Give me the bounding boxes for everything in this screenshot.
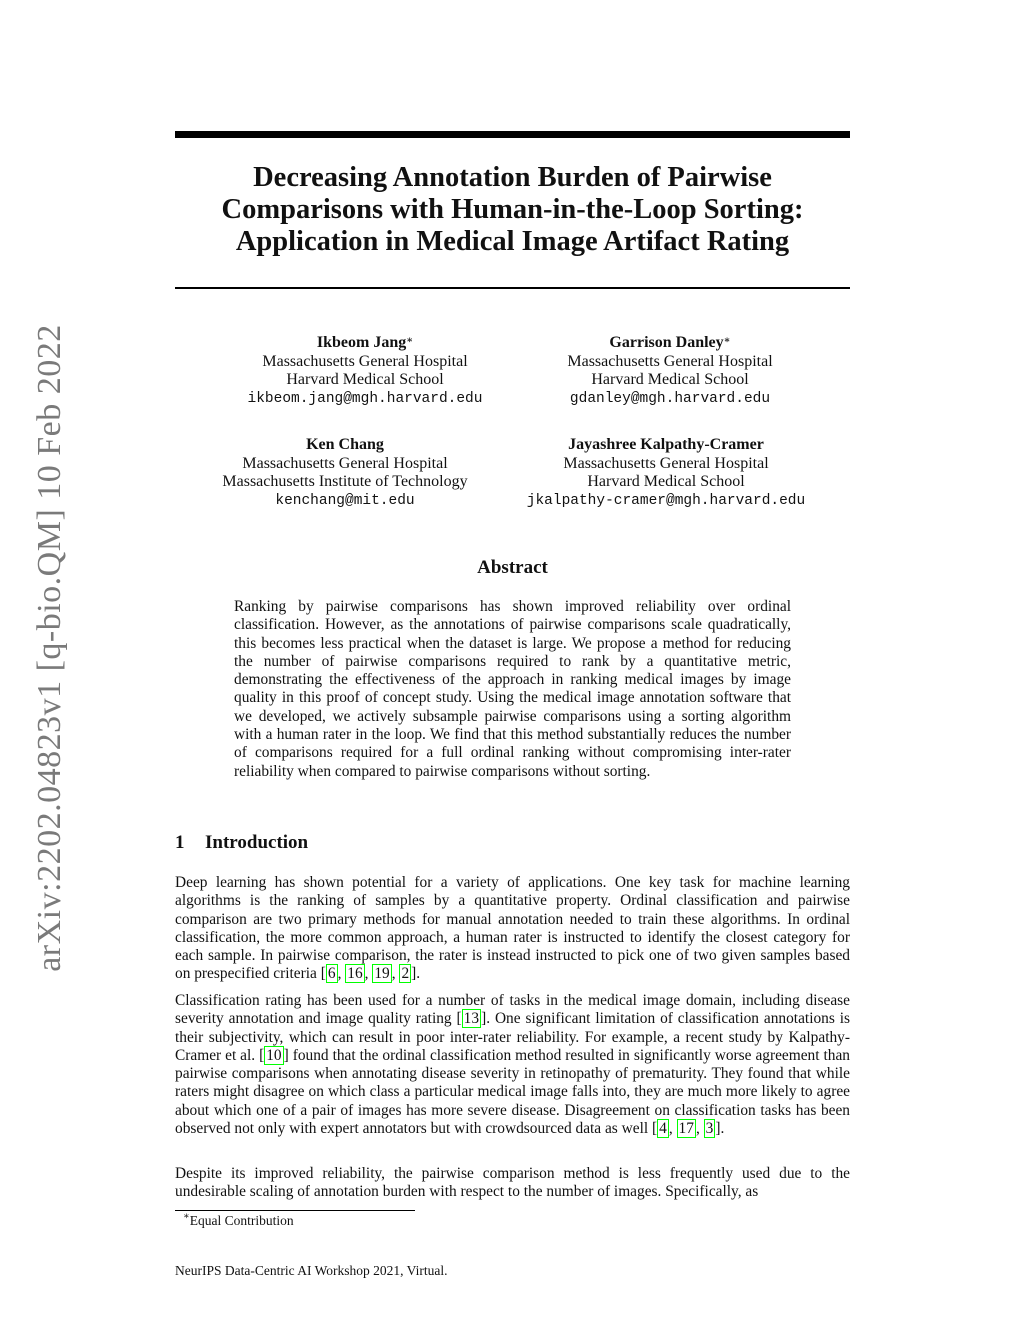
author-email[interactable]: ikbeom.jang@mgh.harvard.edu xyxy=(247,390,483,407)
body-paragraph xyxy=(175,874,850,984)
author-affiliation: Massachusetts General Hospital xyxy=(563,454,769,472)
author-block xyxy=(175,436,515,510)
title-line: Comparisons with Human-in-the-Loop Sorting: xyxy=(221,194,804,225)
paragraph-end: . xyxy=(720,1120,725,1138)
title-line: Decreasing Annotation Burden of Pairwise xyxy=(253,162,772,193)
paragraph-end: . xyxy=(416,965,421,983)
paragraph-text: found that the ordinal classification method resulted in significantly worse agreement than pairwise comparisons when annotating disease severity in retinopathy of prematurity. They found that while raters might disagree on which class a particular medical image falls into, they are much more likely to agree about which one of a pair of images has more severe disease. Disagreement on classification tasks has been observed not only with expert annotators but with crowdsourced data as well xyxy=(175,1046,850,1138)
footnote-text: Equal Contribution xyxy=(189,1213,294,1228)
citation-link[interactable]: 13 xyxy=(463,1010,480,1028)
author-affiliation: Massachusetts General Hospital xyxy=(262,352,468,370)
footnote xyxy=(183,1213,294,1229)
equal-contribution-mark: ∗ xyxy=(723,335,731,346)
author-affiliation: Massachusetts General Hospital xyxy=(567,352,773,370)
paragraph-text: . One significant limitation of classification annotations is their subjectivity, which can result in poor inter-rater reliability. For example, a recent study by Kalpathy-Cramer et al. xyxy=(175,1010,851,1064)
venue-note: NeurIPS Data-Centric AI Workshop 2021, Virtual. xyxy=(175,1263,448,1278)
citation-link[interactable]: 19 xyxy=(374,965,390,983)
author-block xyxy=(500,334,840,408)
citation-link[interactable]: 17 xyxy=(678,1120,694,1138)
citation-link[interactable]: 16 xyxy=(347,965,363,983)
footnote-rule xyxy=(175,1210,415,1211)
title-rule-top xyxy=(175,131,850,138)
author-email[interactable]: kenchang@mit.edu xyxy=(275,492,415,509)
section-heading xyxy=(175,832,308,854)
citation-link[interactable]: 2 xyxy=(401,965,410,983)
title-rule-bottom xyxy=(175,287,850,289)
author-affiliation: Harvard Medical School xyxy=(286,371,444,388)
author-name: Ken Chang xyxy=(306,436,384,453)
author-email[interactable]: gdanley@mgh.harvard.edu xyxy=(569,390,771,407)
abstract-heading: Abstract xyxy=(477,557,548,578)
equal-contribution-mark: ∗ xyxy=(406,335,414,346)
arxiv-identifier-text: arXiv:2202.04823v1 [q-bio.QM] 10 Feb 2022 xyxy=(31,324,68,972)
abstract-text: Ranking by pairwise comparisons has shown improved reliability over ordinal classification. However, as the annotations of pairwise comparisons scale quadratically, this becomes less practical when the dataset is large. We propose a method for reducing the number of pairwise comparisons required to rank by a quantitative metric, demonstrating the effectiveness of the approach in ranking medical images by image quality in this proof of concept study. Using the medical image annotation software that we developed, we actively subsample pairwise comparisons using a sorting algorithm with a human rater in the loop. We find that this method substantially reduces the number of comparisons required for a full ordinal ranking without compromising inter-rater reliability when compared to pairwise comparisons without sorting. xyxy=(234,598,791,780)
body-paragraph: Despite its improved reliability, the pairwise comparison method is less frequently used due to the undesirable scaling of annotation burden with respect to the number of images. Specifically, as xyxy=(175,1165,850,1201)
author-block xyxy=(195,334,535,408)
author-affiliation: Harvard Medical School xyxy=(591,371,749,388)
citation-group: [ 6 , 16 , 19 , 2 ] xyxy=(320,965,417,983)
citation-link[interactable]: 4 xyxy=(659,1120,667,1138)
citation-group: [ 4 , 17 , 3 ] xyxy=(652,1120,721,1138)
arxiv-identifier xyxy=(28,324,72,972)
author-email[interactable]: jkalpathy-cramer@mgh.harvard.edu xyxy=(526,492,806,509)
citation-link[interactable]: 6 xyxy=(327,965,336,983)
section-title: Introduction xyxy=(205,832,309,853)
citation-link[interactable]: 10 xyxy=(266,1046,282,1064)
paragraph-text: Deep learning has shown potential for a variety of applications. One key task for machine learning algorithms is the ranking of samples by a quantitative property. Ordinal classification and pairwise comparison are two primary methods for manual annotation needed to train these algorithms. In ordinal classification, the more common approach, a human rater is instructed to identify the closest category for each sample. In pairwise comparison, the rater is instead instructed to pick one of two given samples based on prespecified criteria xyxy=(175,874,850,983)
section-number: 1 xyxy=(175,832,185,853)
paragraph-text: Classification rating has been used for a number of tasks in the medical image domain, including disease severity annotation and image quality rating xyxy=(175,992,850,1028)
citation-link[interactable]: 3 xyxy=(705,1120,714,1138)
author-affiliation: Harvard Medical School xyxy=(587,473,745,490)
author-name: Garrison Danley∗ xyxy=(609,334,731,351)
author-affiliation: Massachusetts General Hospital xyxy=(242,454,448,472)
paper-title xyxy=(175,162,850,258)
author-name: Ikbeom Jang∗ xyxy=(316,334,414,351)
author-affiliation: Massachusetts Institute of Technology xyxy=(222,473,468,490)
title-line: Application in Medical Image Artifact Rating xyxy=(235,226,790,257)
footnote-mark: ∗ xyxy=(183,1211,190,1222)
author-block xyxy=(496,436,836,510)
author-name: Jayashree Kalpathy-Cramer xyxy=(568,436,764,453)
body-paragraph: Classification rating has been used for a number of tasks in the medical image domain, including disease severity annotation and image quality rating [ 13 ]. One significant limitation of classification annotations is their subjectivity, which can result in poor inter-rater reliability. For example, a recent study by Kalpathy-Cramer et al. [ 10 ] found that the ordinal classification method resulted in significantly worse agreement than pairwise comparisons when annotating disease severity in retinopathy of prematurity. They found that while raters might disagree on which class a particular medical image falls into, they are much more likely to agree about which one of a pair of images has more severe disease. Disagreement on classification tasks has been observed not only with expert annotators but with crowdsourced data as well [ 4 , 17 , 3 ]. xyxy=(175,992,851,1138)
